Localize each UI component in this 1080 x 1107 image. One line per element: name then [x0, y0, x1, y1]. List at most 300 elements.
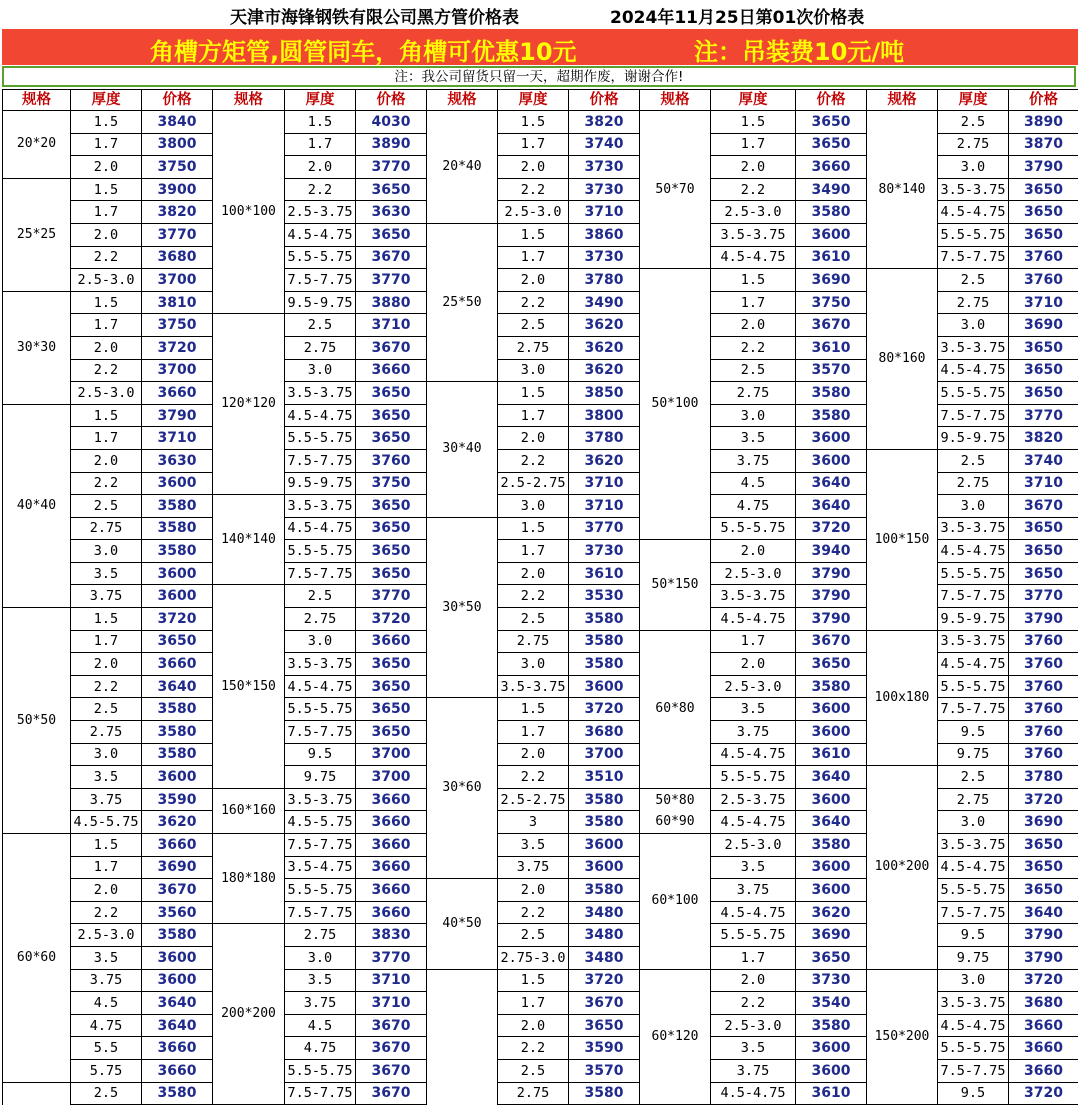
thickness-cell: 4.5: [711, 472, 796, 495]
thickness-cell: 1.5: [498, 698, 569, 721]
price-cell: 3620: [569, 359, 640, 382]
thickness-cell: 2.5-3.0: [71, 924, 142, 947]
price-cell: 3580: [796, 1014, 867, 1037]
thickness-cell: 1.7: [498, 246, 569, 269]
spec-cell: 30*50: [427, 517, 498, 698]
price-cell: 3580: [569, 608, 640, 631]
price-cell: 3650: [1009, 336, 1079, 359]
thickness-cell: 3.75: [711, 721, 796, 744]
thickness-cell: 9.5: [285, 743, 356, 766]
thickness-cell: 2.2: [498, 1037, 569, 1060]
price-cell: 3640: [796, 472, 867, 495]
thickness-cell: 3.75: [285, 992, 356, 1015]
thickness-cell: 3.75: [71, 788, 142, 811]
price-cell: 3710: [356, 314, 427, 337]
thickness-cell: 3.0: [938, 969, 1009, 992]
price-cell: 3660: [356, 811, 427, 834]
thickness-cell: 7.5-7.75: [285, 449, 356, 472]
thickness-cell: 7.5-7.75: [285, 901, 356, 924]
thickness-cell: 3.0: [285, 359, 356, 382]
thickness-cell: 4.5-4.75: [938, 856, 1009, 879]
thickness-cell: 4.5-4.75: [711, 743, 796, 766]
price-cell: 3600: [796, 427, 867, 450]
thickness-cell: 3.5-3.75: [938, 517, 1009, 540]
price-cell: 3650: [356, 698, 427, 721]
spec-cell: 50*70: [640, 111, 711, 269]
thickness-cell: 2.5-3.0: [711, 562, 796, 585]
price-cell: 3640: [1009, 901, 1079, 924]
thickness-cell: 4.5-5.75: [71, 811, 142, 834]
thickness-cell: 1.7: [71, 133, 142, 156]
thickness-cell: 2.5-3.0: [711, 834, 796, 857]
thickness-cell: 3.75: [711, 879, 796, 902]
thickness-cell: 5.5-5.75: [938, 675, 1009, 698]
thickness-cell: 2.75: [938, 788, 1009, 811]
thickness-cell: 7.5-7.75: [938, 404, 1009, 427]
price-cell: 3680: [1009, 992, 1079, 1015]
price-cell: 3590: [569, 1037, 640, 1060]
thickness-cell: 1.7: [498, 540, 569, 563]
price-cell: 3610: [796, 1082, 867, 1105]
thickness-cell: 3.0: [498, 495, 569, 518]
price-cell: 3580: [569, 1082, 640, 1105]
price-cell: 3580: [569, 811, 640, 834]
table-row: [3, 766, 1079, 789]
thickness-cell: 2.5-3.75: [711, 788, 796, 811]
price-cell: 3790: [142, 404, 213, 427]
price-cell: 3860: [569, 223, 640, 246]
thickness-cell: 2.2: [498, 449, 569, 472]
thickness-cell: 2.5-2.75: [498, 788, 569, 811]
price-cell: 3660: [1009, 1059, 1079, 1082]
thickness-cell: 2.2: [71, 359, 142, 382]
price-cell: 3640: [142, 1014, 213, 1037]
price-cell: 3600: [796, 698, 867, 721]
thickness-cell: 2.75: [938, 472, 1009, 495]
thickness-cell: 9.5: [938, 1082, 1009, 1105]
spec-cell: 30*60: [427, 698, 498, 879]
thickness-cell: 4.5: [71, 992, 142, 1015]
thickness-cell: 7.5-7.75: [285, 269, 356, 292]
thickness-cell: 5.5-5.75: [285, 1059, 356, 1082]
thickness-cell: 1.7: [498, 992, 569, 1015]
thickness-cell: 2.0: [498, 562, 569, 585]
company-title: 天津市海锋钢铁有限公司黑方管价格表: [230, 8, 519, 28]
price-cell: 3770: [356, 156, 427, 179]
thickness-cell: 3.0: [498, 653, 569, 676]
spec-cell: 160*160: [213, 788, 285, 833]
price-cell: 3840: [142, 111, 213, 134]
thickness-cell: 2.0: [498, 269, 569, 292]
price-cell: 4030: [356, 111, 427, 134]
price-cell: 3710: [1009, 291, 1079, 314]
thickness-cell: 2.75: [498, 336, 569, 359]
price-cell: 3690: [796, 924, 867, 947]
thickness-cell: 2.75: [285, 336, 356, 359]
price-cell: 3820: [569, 111, 640, 134]
thickness-cell: 3.5: [711, 698, 796, 721]
price-cell: 3790: [1009, 608, 1079, 631]
price-cell: 3710: [569, 495, 640, 518]
price-cell: 3760: [1009, 675, 1079, 698]
spec-cell: [3, 1082, 71, 1105]
thickness-cell: 2.5-3.0: [498, 201, 569, 224]
price-cell: 3650: [1009, 856, 1079, 879]
header-spec: 规格: [3, 90, 71, 111]
price-cell: 3660: [142, 653, 213, 676]
thickness-cell: 5.5: [71, 1037, 142, 1060]
thickness-cell: 1.7: [498, 133, 569, 156]
price-cell: 3580: [142, 540, 213, 563]
thickness-cell: 7.5-7.75: [285, 834, 356, 857]
thickness-cell: 3.5: [711, 856, 796, 879]
header-thickness: 厚度: [285, 90, 356, 111]
price-cell: 3770: [569, 517, 640, 540]
spec-cell: 100*100: [213, 111, 285, 314]
thickness-cell: 9.75: [285, 766, 356, 789]
thickness-cell: 5.5-5.75: [285, 879, 356, 902]
price-cell: 3750: [142, 156, 213, 179]
thickness-cell: 3.5: [711, 427, 796, 450]
spec-cell: 200*200: [213, 924, 285, 1105]
thickness-cell: 4.5-5.75: [285, 811, 356, 834]
price-cell: 3650: [1009, 879, 1079, 902]
price-cell: 3600: [569, 834, 640, 857]
thickness-cell: 3.5-3.75: [938, 630, 1009, 653]
price-cell: 3760: [1009, 653, 1079, 676]
thickness-cell: 3.5: [711, 1037, 796, 1060]
header-spec: 规格: [427, 90, 498, 111]
price-cell: 3660: [142, 834, 213, 857]
price-cell: 3650: [356, 178, 427, 201]
price-cell: 3700: [356, 766, 427, 789]
price-cell: 3720: [569, 969, 640, 992]
price-cell: 3510: [569, 766, 640, 789]
price-cell: 3710: [142, 427, 213, 450]
price-cell: 3650: [569, 1014, 640, 1037]
thickness-cell: 9.5-9.75: [285, 472, 356, 495]
thickness-cell: 2.2: [498, 585, 569, 608]
price-cell: 3700: [569, 743, 640, 766]
price-cell: 3650: [356, 562, 427, 585]
price-cell: 3750: [356, 472, 427, 495]
thickness-cell: 1.5: [71, 404, 142, 427]
price-cell: 3790: [796, 585, 867, 608]
thickness-cell: 7.5-7.75: [285, 562, 356, 585]
price-cell: 3730: [569, 178, 640, 201]
thickness-cell: 2.2: [711, 178, 796, 201]
price-cell: 3650: [796, 946, 867, 969]
title-bar: [2, 0, 1078, 29]
price-cell: 3650: [356, 495, 427, 518]
thickness-cell: 4.5-4.75: [938, 201, 1009, 224]
thickness-cell: 1.5: [498, 382, 569, 405]
price-cell: 3560: [142, 901, 213, 924]
price-cell: 3650: [356, 427, 427, 450]
price-cell: 3740: [569, 133, 640, 156]
thickness-cell: 2.2: [71, 472, 142, 495]
price-cell: 3720: [1009, 1082, 1079, 1105]
thickness-cell: 3.5: [71, 766, 142, 789]
header-row: [3, 90, 1079, 111]
price-cell: 3720: [1009, 788, 1079, 811]
thickness-cell: 1.7: [711, 291, 796, 314]
thickness-cell: 2.2: [711, 336, 796, 359]
price-cell: 3790: [1009, 946, 1079, 969]
thickness-cell: 2.75: [71, 517, 142, 540]
price-cell: 3660: [796, 156, 867, 179]
thickness-cell: 3.75: [498, 856, 569, 879]
thickness-cell: 3.0: [498, 359, 569, 382]
spec-cell: 60*100: [640, 834, 711, 970]
thickness-cell: 2.5-2.75: [498, 472, 569, 495]
price-cell: 3780: [1009, 766, 1079, 789]
thickness-cell: 3.0: [938, 495, 1009, 518]
price-table: [2, 89, 1078, 1105]
table-row: [3, 630, 1079, 653]
thickness-cell: 3.0: [938, 156, 1009, 179]
thickness-cell: 2.5-3.75: [285, 201, 356, 224]
price-cell: 3890: [356, 133, 427, 156]
price-cell: 3770: [1009, 585, 1079, 608]
thickness-cell: 2.5: [71, 495, 142, 518]
price-cell: 3650: [796, 653, 867, 676]
price-cell: 3650: [356, 517, 427, 540]
price-cell: 3800: [569, 404, 640, 427]
price-cell: 3660: [356, 879, 427, 902]
header-thickness: 厚度: [71, 90, 142, 111]
price-cell: 3790: [1009, 924, 1079, 947]
spec-cell: 140*140: [213, 495, 285, 585]
thickness-cell: 7.5-7.75: [938, 585, 1009, 608]
price-cell: 3600: [796, 1037, 867, 1060]
price-cell: 3650: [356, 404, 427, 427]
spec-cell: 25*50: [427, 223, 498, 381]
thickness-cell: 5.5-5.75: [285, 427, 356, 450]
price-cell: 3650: [356, 223, 427, 246]
price-cell: 3600: [796, 788, 867, 811]
thickness-cell: 3.0: [711, 404, 796, 427]
price-cell: 3710: [569, 472, 640, 495]
price-cell: 3570: [796, 359, 867, 382]
price-cell: 3600: [796, 223, 867, 246]
price-cell: 3620: [569, 336, 640, 359]
price-cell: 3770: [356, 946, 427, 969]
price-cell: 3900: [142, 178, 213, 201]
thickness-cell: 3.0: [285, 946, 356, 969]
thickness-cell: 7.5-7.75: [938, 246, 1009, 269]
price-cell: 3580: [142, 743, 213, 766]
thickness-cell: 2.2: [71, 675, 142, 698]
thickness-cell: 4.5-4.75: [711, 246, 796, 269]
thickness-cell: 1.7: [71, 856, 142, 879]
price-cell: 3760: [1009, 743, 1079, 766]
price-cell: 3880: [356, 291, 427, 314]
thickness-cell: 2.0: [498, 743, 569, 766]
thickness-cell: 3.5: [498, 834, 569, 857]
spec-cell: 60*80: [640, 630, 711, 788]
price-cell: 3700: [142, 359, 213, 382]
thickness-cell: 5.75: [71, 1059, 142, 1082]
thickness-cell: 2.2: [498, 766, 569, 789]
spec-cell: 100x180: [867, 630, 938, 766]
thickness-cell: 5.5-5.75: [711, 924, 796, 947]
thickness-cell: 3.5-3.75: [938, 178, 1009, 201]
thickness-cell: 2.5: [71, 698, 142, 721]
thickness-cell: 1.7: [711, 133, 796, 156]
thickness-cell: 3.0: [71, 743, 142, 766]
thickness-cell: 1.7: [498, 404, 569, 427]
price-cell: 3600: [142, 946, 213, 969]
thickness-cell: 2.0: [498, 879, 569, 902]
thickness-cell: 1.7: [285, 133, 356, 156]
price-cell: 3660: [356, 630, 427, 653]
thickness-cell: 5.5-5.75: [938, 382, 1009, 405]
table-row: [3, 111, 1079, 134]
price-cell: 3580: [569, 788, 640, 811]
price-cell: 3620: [569, 314, 640, 337]
thickness-cell: 2.5: [938, 111, 1009, 134]
price-cell: 3670: [356, 1059, 427, 1082]
price-cell: 3710: [1009, 472, 1079, 495]
price-cell: 3590: [142, 788, 213, 811]
price-cell: 3730: [569, 540, 640, 563]
thickness-cell: 5.5-5.75: [938, 562, 1009, 585]
thickness-cell: 2.5: [498, 608, 569, 631]
price-cell: 3770: [1009, 404, 1079, 427]
thickness-cell: 4.5-4.75: [938, 359, 1009, 382]
thickness-cell: 7.5-7.75: [938, 901, 1009, 924]
price-cell: 3600: [142, 585, 213, 608]
thickness-cell: 3: [498, 811, 569, 834]
spec-cell: 150*150: [213, 585, 285, 788]
thickness-cell: 9.75: [938, 946, 1009, 969]
price-cell: 3580: [796, 834, 867, 857]
price-cell: 3650: [1009, 562, 1079, 585]
price-cell: 3660: [1009, 1014, 1079, 1037]
price-cell: 3730: [569, 246, 640, 269]
thickness-cell: 3.5-3.75: [938, 336, 1009, 359]
price-cell: 3700: [356, 743, 427, 766]
thickness-cell: 2.5: [938, 766, 1009, 789]
price-cell: 3810: [142, 291, 213, 314]
thickness-cell: 2.5-3.0: [71, 269, 142, 292]
thickness-cell: 4.5: [285, 1014, 356, 1037]
spec-cell: 180*180: [213, 834, 285, 924]
price-cell: 3670: [356, 1082, 427, 1105]
price-cell: 3720: [569, 698, 640, 721]
spec-cell: 60*120: [640, 969, 711, 1105]
price-cell: 3600: [569, 856, 640, 879]
price-cell: 3540: [796, 992, 867, 1015]
thickness-cell: 9.5-9.75: [285, 291, 356, 314]
price-cell: 3680: [142, 246, 213, 269]
price-cell: 3730: [796, 969, 867, 992]
thickness-cell: 1.7: [71, 630, 142, 653]
thickness-cell: 5.5-5.75: [711, 517, 796, 540]
thickness-cell: 2.2: [71, 246, 142, 269]
price-cell: 3640: [142, 675, 213, 698]
header-price: 价格: [142, 90, 213, 111]
price-cell: 3820: [142, 201, 213, 224]
price-cell: 3650: [356, 382, 427, 405]
thickness-cell: 2.2: [285, 178, 356, 201]
price-cell: 3580: [796, 404, 867, 427]
price-cell: 3670: [796, 314, 867, 337]
thickness-cell: 3.5-3.75: [285, 788, 356, 811]
spec-cell: 100*150: [867, 449, 938, 630]
thickness-cell: 5.5-5.75: [285, 540, 356, 563]
thickness-cell: 4.5-4.75: [711, 811, 796, 834]
price-cell: 3890: [1009, 111, 1079, 134]
thickness-cell: 2.0: [711, 156, 796, 179]
price-cell: 3630: [142, 449, 213, 472]
price-cell: 3600: [796, 721, 867, 744]
price-cell: 3690: [142, 856, 213, 879]
thickness-cell: 9.5: [938, 924, 1009, 947]
price-cell: 3850: [569, 382, 640, 405]
price-cell: 3650: [796, 111, 867, 134]
price-cell: 3580: [569, 879, 640, 902]
thickness-cell: 2.75: [285, 608, 356, 631]
price-cell: 3650: [356, 675, 427, 698]
thickness-cell: 2.5: [285, 314, 356, 337]
price-cell: 3600: [796, 449, 867, 472]
price-cell: 3830: [356, 924, 427, 947]
spec-cell: 25*25: [3, 178, 71, 291]
price-cell: 3820: [1009, 427, 1079, 450]
price-cell: 3750: [142, 314, 213, 337]
thickness-cell: 2.75: [938, 291, 1009, 314]
thickness-cell: 2.2: [711, 992, 796, 1015]
reservation-note: 注：我公司留货只留一天，超期作废，谢谢合作!: [2, 66, 1076, 87]
thickness-cell: 3.5-4.75: [285, 856, 356, 879]
spec-cell: 20*40: [427, 111, 498, 224]
thickness-cell: 2.5: [711, 359, 796, 382]
price-cell: 3650: [1009, 382, 1079, 405]
spec-cell: 150*200: [867, 969, 938, 1105]
price-cell: 3690: [1009, 811, 1079, 834]
price-cell: 3600: [796, 856, 867, 879]
price-cell: 3710: [356, 992, 427, 1015]
header-thickness: 厚度: [711, 90, 796, 111]
price-cell: 3650: [356, 540, 427, 563]
thickness-cell: 1.5: [711, 269, 796, 292]
price-cell: 3480: [569, 924, 640, 947]
price-cell: 3770: [142, 223, 213, 246]
thickness-cell: 1.7: [711, 630, 796, 653]
price-cell: 3720: [1009, 969, 1079, 992]
price-cell: 3760: [1009, 698, 1079, 721]
thickness-cell: 3.75: [711, 449, 796, 472]
thickness-cell: 1.7: [71, 314, 142, 337]
thickness-cell: 2.0: [498, 1014, 569, 1037]
thickness-cell: 1.5: [71, 291, 142, 314]
price-cell: 3750: [796, 291, 867, 314]
thickness-cell: 2.0: [71, 449, 142, 472]
thickness-cell: 2.0: [498, 427, 569, 450]
thickness-cell: 9.5: [938, 721, 1009, 744]
spec-cell: 30*30: [3, 291, 71, 404]
thickness-cell: 3.5-3.75: [285, 495, 356, 518]
thickness-cell: 1.5: [71, 178, 142, 201]
price-cell: 3660: [142, 1037, 213, 1060]
thickness-cell: 1.5: [71, 608, 142, 631]
thickness-cell: 7.5-7.75: [285, 1082, 356, 1105]
price-cell: 3650: [1009, 359, 1079, 382]
price-cell: 3660: [142, 1059, 213, 1082]
table-row: [3, 969, 1079, 992]
